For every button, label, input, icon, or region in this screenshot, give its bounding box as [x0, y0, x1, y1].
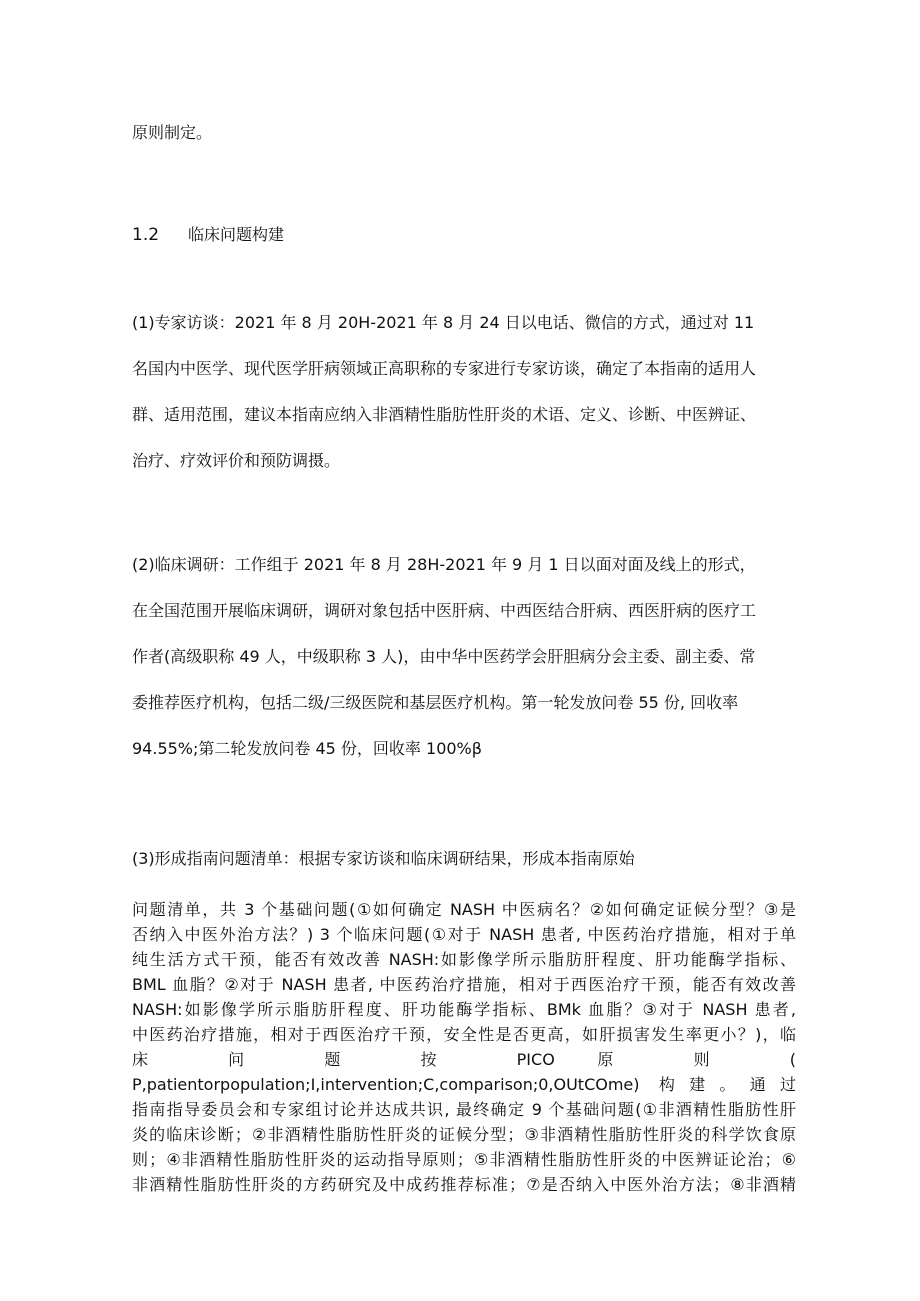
paragraph-line: 问题清单，共 3 个基础问题(①如何确定 NASH 中医病名？②如何确定证候分型？③是	[132, 900, 796, 919]
section-heading	[132, 221, 284, 249]
paragraph-question-list	[132, 897, 796, 1197]
paragraph-line: 群、适用范围，建议本指南应纳入非酒精性脂肪性肝炎的术语、定义、诊断、中医辨证、	[132, 405, 757, 424]
paragraph-line: 名国内中医学、现代医学肝病领域正高职称的专家进行专家访谈，确定了本指南的适用人	[132, 359, 757, 378]
section-title: 临床问题构建	[188, 225, 285, 244]
paragraph-line: 非酒精性脂肪性肝炎的方药研究及中成药推荐标准；⑦是否纳入中医外治方法；⑧非酒精	[132, 1175, 796, 1194]
paragraph-line: (2)临床调研：工作组于 2021 年 8 月 28H-2021 年 9 月 1 日以面对面及线上的形式，	[132, 555, 756, 574]
section-number: 1.2	[132, 225, 160, 245]
paragraph-line: 94.55%;第二轮发放问卷 45 份，回收率 100%β	[132, 739, 482, 758]
paragraph-line: (3)形成指南问题清单：根据专家访谈和临床调研结果，形成本指南原始	[132, 849, 635, 868]
paragraph-line: 中医药治疗措施，相对于西医治疗干预，安全性是否更高，如肝损害发生率更小？)，临	[132, 1025, 796, 1044]
paragraph-line: 在全国范围开展临床调研，调研对象包括中医肝病、中西医结合肝病、西医肝病的医疗工	[132, 601, 757, 620]
intro-tail-paragraph	[132, 110, 796, 156]
paragraph-line: 炎的临床诊断；②非酒精性脂肪性肝炎的证候分型；③非酒精性脂肪性肝炎的科学饮食原	[132, 1125, 796, 1144]
paragraph-line: (1)专家访谈：2021 年 8 月 20H-2021 年 8 月 24 日以电话、微信的方式，通过对 11	[132, 313, 755, 332]
paragraph-line: 床 问 题 按 PICO 原 则 (	[132, 1050, 796, 1069]
paragraph-line: NASH:如影像学所示脂肪肝程度、肝功能酶学指标、BMk 血脂？③对于 NASH 患者,	[132, 1000, 796, 1019]
paragraph-line: P,patientorpopulation;I,intervention;C,comparison;0,OUtCOme) 构建。通过	[132, 1075, 796, 1094]
paragraph-line: 否纳入中医外治方法？) 3 个临床问题(①对于 NASH 患者, 中医药治疗措施，相对于单	[132, 925, 796, 944]
paragraph-question-list-heading	[132, 836, 796, 882]
paragraph-line: BML 血脂？②对于 NASH 患者, 中医药治疗措施，相对于西医治疗干预，能否有效改善	[132, 975, 796, 994]
paragraph-line: 作者(高级职称 49 人，中级职称 3 人)，由中华中医药学会肝胆病分会主委、副主委、常	[132, 647, 756, 666]
paragraph-line: 纯生活方式干预，能否有效改善 NASH:如影像学所示脂肪肝程度、肝功能酶学指标、	[132, 950, 796, 969]
paragraph-line: 治疗、疗效评价和预防调摄。	[132, 451, 341, 470]
intro-tail-line: 原则制定。	[132, 123, 213, 142]
paragraph-clinical-survey	[132, 542, 796, 772]
paragraph-expert-interview	[132, 300, 796, 484]
paragraph-line: 则；④非酒精性脂肪性肝炎的运动指导原则；⑤非酒精性脂肪性肝炎的中医辨证论治；⑥	[132, 1150, 796, 1169]
paragraph-line: 指南指导委员会和专家组讨论并达成共识, 最终确定 9 个基础问题(①非酒精性脂肪性肝	[132, 1100, 796, 1119]
paragraph-line: 委推荐医疗机构，包括二级/三级医院和基层医疗机构。第一轮发放问卷 55 份, 回收率	[132, 693, 739, 712]
